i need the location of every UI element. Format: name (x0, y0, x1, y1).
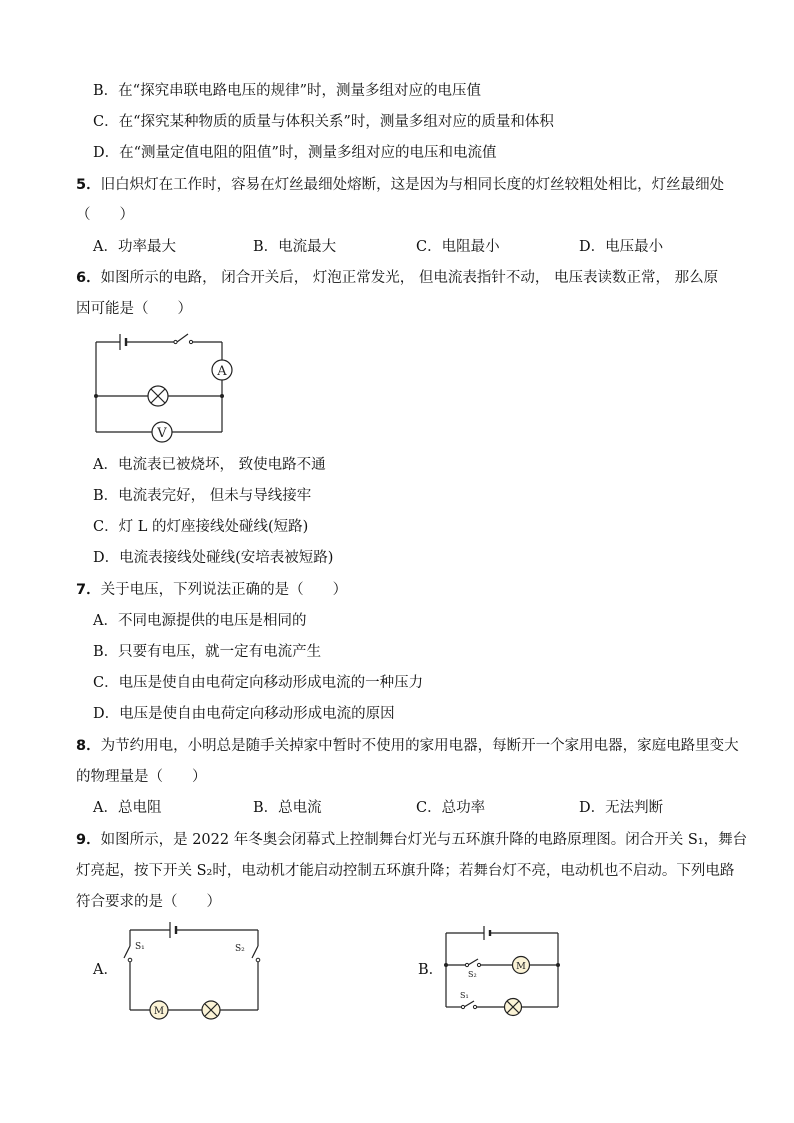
switch-s1-label: S₁ (135, 942, 145, 952)
q4-option-c: C．在“探究某种物质的质量与体积关系”时，测量多组对应的质量和体积 (93, 114, 554, 130)
q7-option-c: C．电压是使自由电荷定向移动形成电流的一种压力 (93, 675, 424, 691)
q5-stem-text: 旧白炽灯在工作时，容易在灯丝最细处熔断，这是因为与相同长度的灯丝较粗处相比，灯丝最细处 (100, 177, 725, 193)
q6-stem-line2: 因可能是（ ） (76, 301, 192, 317)
q5-number: 5． (76, 177, 101, 193)
q8-number: 8． (76, 738, 101, 754)
q6-number: 6． (76, 270, 101, 286)
q5-option-a: A．功率最大 (93, 239, 176, 255)
q4-option-d: D．在“测量定值电阻的阻值”时，测量多组对应的电压和电流值 (93, 145, 497, 161)
q8-option-d: D．无法判断 (579, 800, 664, 816)
motor-icon (513, 957, 530, 974)
q8-stem-text: 为节约用电，小明总是随手关掉家中暂时不使用的家用电器，每断开一个家用电器，家庭电路里变大 (100, 738, 739, 754)
q7-number: 7． (76, 582, 101, 598)
q6-stem-line1 (76, 268, 718, 288)
lamp-icon (148, 386, 168, 406)
ammeter-label: A (217, 364, 227, 379)
q5-option-c: C．电阻最小 (416, 239, 500, 255)
q7-stem (76, 580, 347, 600)
switch-lever (177, 334, 188, 342)
voltmeter-label: V (157, 426, 167, 441)
q6-option-b: B．电流表完好， 但未与导线接牢 (93, 488, 312, 504)
q5-stem-line1 (76, 175, 724, 195)
q8-stem-line2: 的物理量是（ ） (76, 769, 207, 785)
q5-stem-line2: （ ） (76, 207, 134, 223)
q6-option-c: C．灯 L 的灯座接线处碰线(短路) (93, 519, 309, 535)
switch-s2-label: S₂ (468, 970, 477, 979)
q8-stem-line1 (76, 736, 739, 756)
voltmeter-icon (152, 422, 172, 442)
q6-circuit-diagram (90, 330, 250, 440)
q9-number: 9． (76, 832, 101, 848)
q4-option-b: B．在“探究串联电路电压的规律”时，测量多组对应的电压值 (93, 83, 481, 99)
q9-stem-line2: 灯亮起，按下开关 S₂时，电动机才能启动控制五环旗升降；若舞台灯不亮，电动机也不启动。下列电路 (76, 863, 735, 879)
q9-option-b-circuit (440, 925, 570, 1015)
q9-option-a-label: A． (93, 962, 118, 978)
q9-stem-line1 (76, 830, 747, 850)
q5-option-b: B．电流最大 (253, 239, 337, 255)
q9-stem-line3: 符合要求的是（ ） (76, 894, 221, 910)
lamp-icon (505, 999, 522, 1016)
q7-option-d: D．电压是使自由电荷定向移动形成电流的原因 (93, 706, 395, 722)
q8-option-b: B．总电流 (253, 800, 322, 816)
q7-stem-text: 关于电压，下列说法正确的是（ ） (100, 582, 348, 598)
q9-option-b-label: B． (418, 962, 444, 978)
q7-option-a: A．不同电源提供的电压是相同的 (93, 613, 307, 629)
q6-option-a: A．电流表已被烧坏， 致使电路不通 (93, 457, 326, 473)
q6-option-d: D．电流表接线处碰线(安培表被短路) (93, 550, 334, 566)
q7-option-b: B．只要有电压，就一定有电流产生 (93, 644, 322, 660)
q6-stem-text: 如图所示的电路， 闭合开关后， 灯泡正常发光， 但电流表指针不动， 电压表读数正常， 那么原 (100, 270, 719, 286)
svg-text:M: M (153, 1006, 165, 1017)
q5-option-d: D．电压最小 (579, 239, 664, 255)
q8-option-a: A．总电阻 (93, 800, 162, 816)
q9-option-a-circuit (118, 920, 268, 1020)
switch-s2-label: S₂ (235, 944, 245, 954)
lamp-icon (202, 1001, 220, 1019)
ammeter-icon (212, 360, 232, 380)
motor-icon (150, 1001, 168, 1019)
switch-s1-label: S₁ (460, 991, 469, 1000)
q8-option-c: C．总功率 (416, 800, 486, 816)
svg-text:M: M (516, 961, 526, 972)
q9-stem-text: 如图所示，是 2022 年冬奥会闭幕式上控制舞台灯光与五环旗升降的电路原理图。闭合开关 S₁，舞台 (100, 832, 748, 848)
